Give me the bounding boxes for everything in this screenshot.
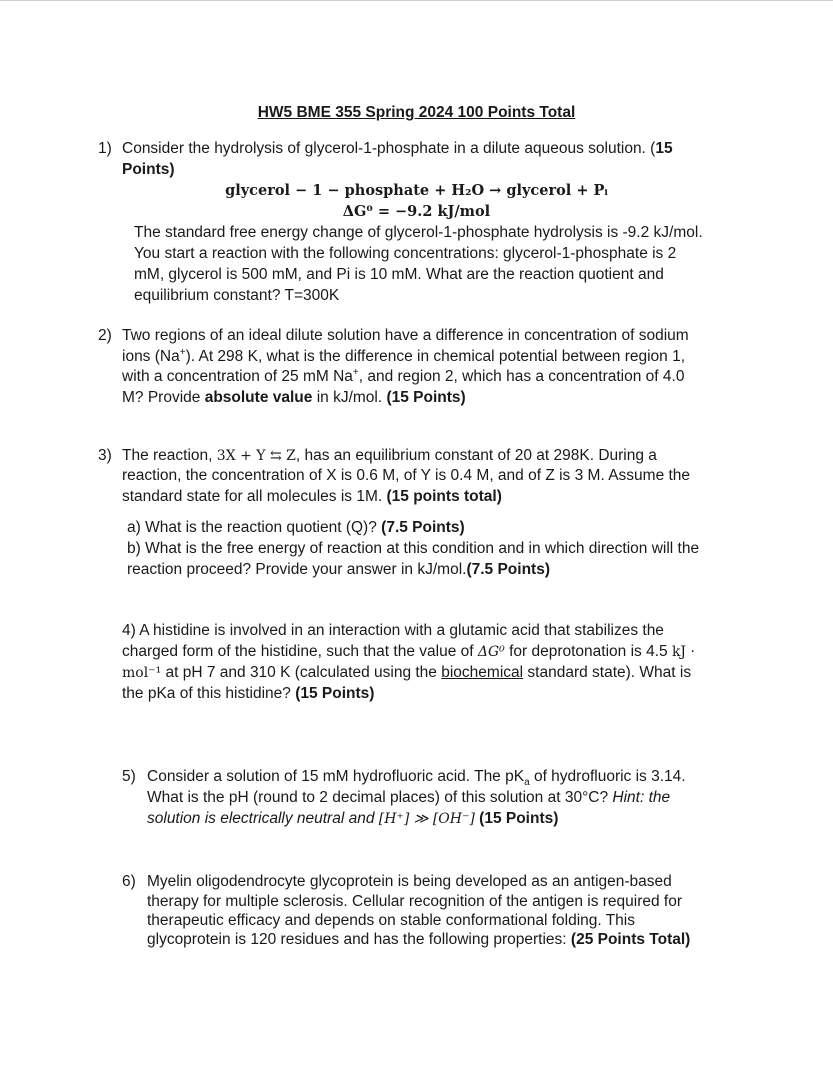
q6-line3: therapeutic efficacy and depends on stable conformational folding. This <box>147 912 635 929</box>
q2-line4: M? Provide absolute value in kJ/mol. (15 Points) <box>122 389 466 406</box>
q1-para-2: You start a reaction with the following concentrations: glycerol-1-phosphate is 2 <box>134 245 677 262</box>
q6-line2: therapy for multiple sclerosis. Cellular recognition of the antigen is required for <box>147 893 683 910</box>
q3-line1: The reaction, 3X + Y ⇆ Z, has an equilibrium constant of 20 at 298K. During a <box>122 447 657 464</box>
q2-line1: Two regions of an ideal dilute solution have a difference in concentration of sodium <box>122 327 689 344</box>
q6-number: 6) <box>122 873 136 890</box>
q3-line2: reaction, the concentration of X is 0.6 M, of Y is 0.4 M, and of Z is 3 M. Assume the <box>122 467 691 484</box>
q1-para-3: mM, glycerol is 500 mM, and Pi is 10 mM. What are the reaction quotient and <box>134 266 664 283</box>
q4-line2: charged form of the histidine, such that the value of ΔG⁰ for deprotonation is 4.5 kJ · <box>122 643 695 660</box>
q5-number: 5) <box>122 768 136 785</box>
q1-number: 1) <box>98 140 112 157</box>
q1-para-1: The standard free energy change of glycerol-1-phosphate hydrolysis is -9.2 kJ/mol. <box>134 224 703 241</box>
q5-line3: solution is electrically neutral and [H⁺] ≫ [OH⁻] (15 Points) <box>147 810 559 827</box>
q1-line1: Consider the hydrolysis of glycerol-1-phosphate in a dilute aqueous solution. (15 <box>122 140 673 157</box>
q1-line2: Points) <box>122 161 175 178</box>
q5-line1: Consider a solution of 15 mM hydrofluoric acid. The $pK_a$ of hydrofluoric is 3.14. <box>147 768 686 789</box>
q1-equation: glycerol − 1 − phosphate + H₂O → glycerol + Pᵢ <box>225 182 608 199</box>
q2-line3: with a concentration of 25 mM Na+, and region 2, which has a concentration of 4.0 <box>122 366 685 385</box>
page-top-border <box>0 0 833 1</box>
q1-delta-g: ΔG⁰ = −9.2 kJ/mol <box>342 203 491 220</box>
q3-part-b-line1: b) What is the free energy of reaction at this condition and in which direction will the <box>127 540 700 557</box>
q6-line4: glycoprotein is 120 residues and has the following properties: (25 Points Total) <box>147 931 691 948</box>
q4-line1: 4) A histidine is involved in an interaction with a glutamic acid that stabilizes the <box>122 622 664 639</box>
q3-number: 3) <box>98 447 112 464</box>
q3-part-a: a) What is the reaction quotient (Q)? (7.5 Points) <box>127 519 465 536</box>
page-title: HW5 BME 355 Spring 2024 100 Points Total <box>257 104 576 121</box>
q5-line2: What is the pH (round to 2 decimal places) of this solution at 30°C? Hint: the <box>147 789 671 806</box>
q4-line3: mol⁻¹ at pH 7 and 310 K (calculated using the biochemical standard state). What is <box>122 664 692 681</box>
q6-line1: Myelin oligodendrocyte glycoprotein is being developed as an antigen-based <box>147 873 672 890</box>
q2-number: 2) <box>98 327 112 344</box>
q1-para-4: equilibrium constant? T=300K <box>134 287 340 304</box>
q4-line4: the pKa of this histidine? (15 Points) <box>122 685 375 702</box>
q3-line3: standard state for all molecules is 1M. (15 points total) <box>122 488 502 505</box>
q3-part-b-line2: reaction proceed? Provide your answer in kJ/mol.(7.5 Points) <box>127 561 550 578</box>
q2-line2: ions (Na+). At 298 K, what is the difference in chemical potential between region 1, <box>122 346 686 365</box>
